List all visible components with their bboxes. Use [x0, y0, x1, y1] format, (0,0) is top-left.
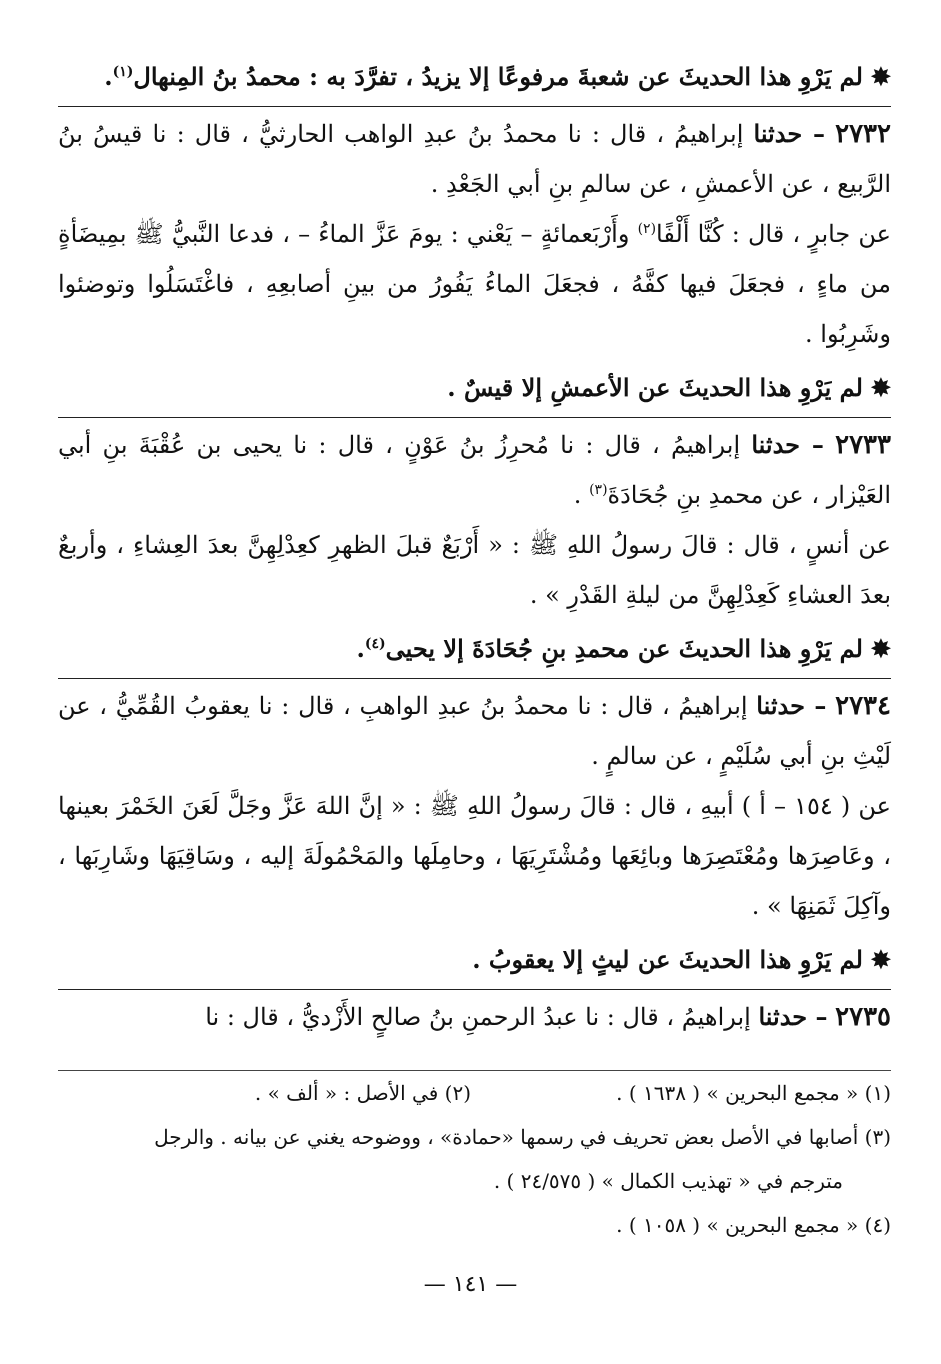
- hadith-2733: [58, 417, 891, 520]
- footnote-1: (١) « مجمع البحرين » ( ١٦٣٨ ) .: [616, 1081, 891, 1105]
- star-bullet: ✸: [870, 945, 891, 974]
- footnote-3-line-2: مترجم في « تهذيب الكمال » ( ٢٤/٥٧٥ ) .: [493, 1169, 843, 1193]
- hadith-body-2732: [58, 209, 891, 359]
- body-text: عن ( ١٥٤ – أ ) أبيهِ ، قال : قالَ رسولُ اللهِ ﷺ : « إنَّ اللهَ عَزَّ وجَلَّ لَعَنَ الخَمْرَ بعينها ، وعَاصِرَها ومُعْتَصِرَها وبائِعَها ومُشْتَرِيَهَا ، وحامِلَها والمَحْمُولَةَ إليه ، وسَاقِيَهَا وشَارِبَها ، وآكِلَ ثَمَنِهَا » .: [58, 792, 891, 920]
- body-text-b: وأَرْبَعمائةٍ – يَعْني : يومَ عَزَّ الماءُ – ، فدعا النَّبيُّ ﷺ بمِيضَأةٍ من ماءٍ ، فجعَلَ فيها كفَّهُ ، فجعَلَ الماءُ يَفُورُ من بينِ أصابعِهِ ، فاغْتَسَلُوا وتوضئوا وشَرِبُوا .: [58, 220, 891, 348]
- note-heading-1: [58, 52, 891, 102]
- footnote-2: (٢) في الأصل : « ألف » .: [254, 1081, 471, 1105]
- heading-text: لم يَرْوِ هذا الحديثَ عن محمدِ بنِ جُحَادَةَ إلا يحيى: [385, 634, 863, 663]
- body-text-a: عن جابرٍ ، قال : كُنَّا أَلْفًا: [656, 220, 891, 248]
- page-number: — ١٤١ —: [423, 1272, 518, 1297]
- note-heading-3: [58, 624, 891, 674]
- body-text: عن أنسٍ ، قال : قالَ رسولُ اللهِ ﷺ : « أَرْبَعٌ قبلَ الظهرِ كعِدْلِهِنَّ بعدَ العِشاءِ ، وأربعٌ بعدَ العشاءِ كَعِدْلِهِنَّ من ليلةِ القَدْرِ » .: [58, 531, 891, 609]
- hadith-chain: إبراهيمُ ، قال : نا عبدُ الرحمنِ بنُ صالحٍ الأَزْديُّ ، قال : نا: [205, 1003, 751, 1031]
- footnote-ref: (١): [112, 64, 134, 80]
- footnote-4: (٤) « مجمع البحرين » ( ١٠٥٨ ) .: [616, 1213, 891, 1237]
- heading-tail: .: [356, 634, 365, 663]
- main-text: [58, 52, 891, 1042]
- hadith-lead: – حدثنا: [756, 691, 827, 720]
- footnote-ref: (٣): [589, 482, 608, 498]
- hadith-number: ٢٧٣٥: [835, 1002, 891, 1032]
- hadith-chain-a: إبراهيمُ ، قال : نا مُحرِزُ بنُ عَوْنٍ ، قال : نا يحيى بن عُقْبَةَ بنِ أبي العَيْزار ، عن محمدِ بنِ جُحَادَةَ: [58, 431, 891, 509]
- star-bullet: ✸: [870, 62, 891, 91]
- hadith-lead: – حدثنا: [753, 119, 826, 148]
- note-heading-2: [58, 363, 891, 413]
- hadith-body-2734: [58, 781, 891, 931]
- heading-tail: .: [104, 62, 113, 91]
- footnote-3-line-1: (٣) أصابها في الأصل بعض تحريف في رسمها «حمادة» ، ووضوحه يغني عن بيانه . والرجل: [154, 1125, 891, 1149]
- hadith-body-2733: [58, 520, 891, 620]
- hadith-2734: [58, 678, 891, 781]
- footnote-row-1-2: [58, 1071, 891, 1115]
- hadith-number: ٢٧٣٣: [835, 430, 891, 460]
- hadith-2732: [58, 106, 891, 209]
- hadith-chain-b: .: [573, 481, 582, 509]
- hadith-lead: – حدثنا: [758, 1002, 828, 1031]
- star-bullet: ✸: [870, 634, 891, 663]
- note-heading-4: [58, 935, 891, 985]
- hadith-number: ٢٧٣٤: [835, 691, 891, 721]
- hadith-lead: – حدثنا: [751, 430, 824, 459]
- heading-text: لم يَرْوِ هذا الحديثَ عن ليثٍ إلا يعقوبُ .: [472, 945, 863, 974]
- footnote-3: [58, 1115, 891, 1203]
- heading-text: لم يَرْوِ هذا الحديثَ عن شعبةَ مرفوعًا إلا يزيدُ ، تفرَّدَ به : محمدُ بنُ المِنهال: [133, 62, 863, 91]
- footnotes: [58, 1070, 891, 1247]
- hadith-chain: إبراهيمُ ، قال : نا محمدُ بنُ عبدِ الواهبِ ، قال : نا يعقوبُ القُمِّيُّ ، عن لَيْثِ بنِ أبي سُلَيْمٍ ، عن سالمٍ .: [58, 692, 891, 770]
- heading-text: لم يَرْوِ هذا الحديثَ عن الأعمشِ إلا قيسٌ .: [447, 373, 863, 402]
- star-bullet: ✸: [870, 373, 891, 402]
- hadith-chain: إبراهيمُ ، قال : نا محمدُ بنُ عبدِ الواهب الحارثيُّ ، قال : نا قيسُ بنُ الرَّبيع ، عن الأعمشِ ، عن سالمِ بنِ أبي الجَعْدِ .: [58, 120, 891, 198]
- footnote-ref: (٤): [364, 636, 386, 652]
- footnote-ref: (٢): [637, 221, 657, 237]
- hadith-number: ٢٧٣٢: [835, 119, 891, 149]
- hadith-2735: [58, 989, 891, 1042]
